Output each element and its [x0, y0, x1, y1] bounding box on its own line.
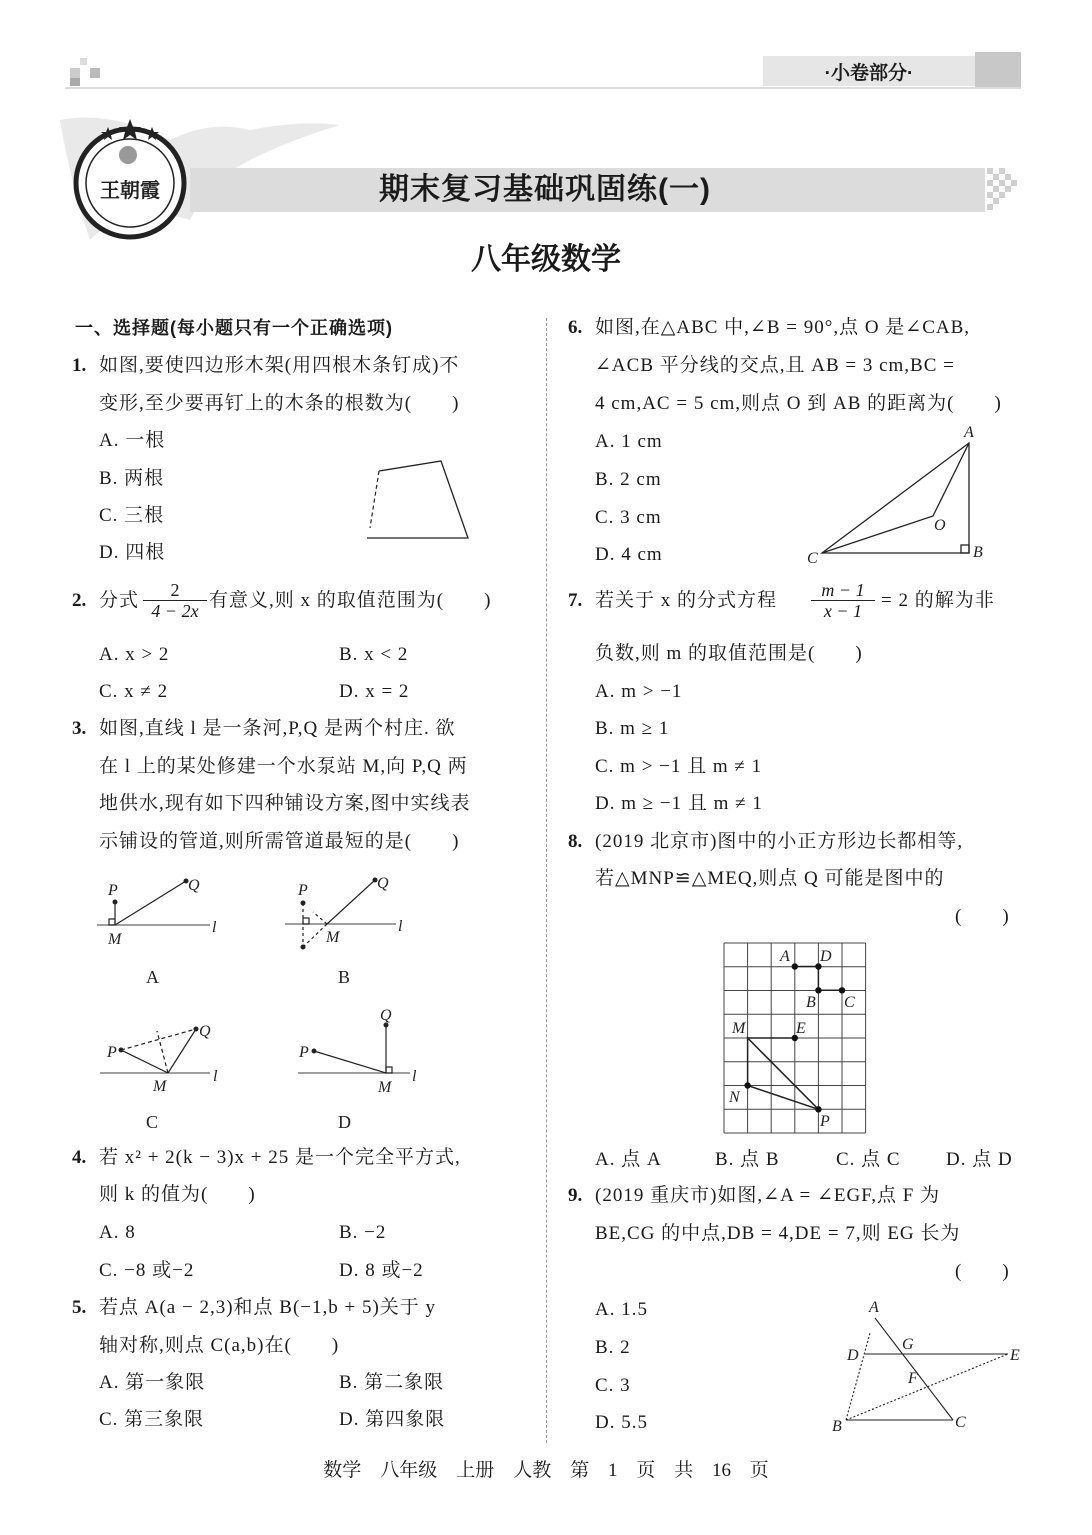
label-l: l	[212, 919, 217, 936]
page-footer: 数学 八年级 上册 人教 第 1 页 共 16 页	[323, 1460, 769, 1481]
numerator: 2	[143, 580, 207, 601]
label-b: B	[806, 994, 816, 1011]
label-q: Q	[199, 1023, 211, 1040]
question-number: 5.	[72, 1297, 87, 1318]
header-rule	[65, 87, 1021, 89]
question-number: 3.	[72, 718, 87, 739]
option-b: B. 点 B	[715, 1149, 780, 1170]
question-text: 如图,直线 l 是一条河,P,Q 是两个村庄. 欲	[99, 718, 456, 739]
label-e: E	[1010, 1347, 1020, 1364]
option-c: C. m > −1 且 m ≠ 1	[595, 756, 763, 777]
label-f: F	[908, 1370, 918, 1387]
pipeline-figures	[80, 860, 430, 1140]
label-a: A	[869, 1299, 879, 1316]
option-a: A. 一根	[99, 430, 166, 451]
triangle-figure	[800, 420, 1000, 570]
option-c: C. 3	[595, 1375, 631, 1396]
option-b: B. 第二象限	[339, 1372, 445, 1393]
logo-text: 王朝霞	[100, 180, 160, 202]
option-b: B. 两根	[99, 468, 165, 489]
question-text: 变形,至少要再钉上的木条的根数为( )	[99, 393, 460, 414]
option-c: C. 3 cm	[595, 507, 662, 528]
label-l: l	[213, 1068, 218, 1085]
label-m: M	[326, 929, 340, 946]
page-title: 期末复习基础巩固练(一)	[379, 173, 711, 206]
label-m: M	[108, 931, 122, 948]
question-text: ∠ACB 平分线的交点,且 AB = 3 cm,BC =	[595, 355, 955, 376]
caption-c: C	[146, 1112, 159, 1132]
option-a: A. 1.5	[595, 1299, 648, 1320]
question-text: 地供水,现有如下四种铺设方案,图中实线表	[99, 793, 471, 814]
label-q: Q	[377, 875, 389, 892]
fraction	[811, 580, 875, 621]
option-a: A. 1 cm	[595, 431, 663, 452]
question-text: 4 cm,AC = 5 cm,则点 O 到 AB 的距离为( )	[595, 393, 1002, 414]
question-text: 分式	[99, 590, 140, 611]
option-c: C. x ≠ 2	[99, 681, 169, 702]
geometry-figure	[820, 1290, 1030, 1440]
option-d: D. x = 2	[339, 681, 410, 702]
page-subtitle: 八年级数学	[471, 243, 621, 276]
label-m: M	[153, 1078, 167, 1095]
checker-pattern	[987, 168, 1023, 212]
option-b: B. 2 cm	[595, 469, 662, 490]
question-text: 有意义,则 x 的取值范围为( )	[209, 590, 492, 611]
question-text: 若 x² + 2(k − 3)x + 25 是一个完全平方式,	[99, 1147, 461, 1168]
label-q: Q	[380, 1007, 392, 1024]
question-text: 如图,要使四边形木架(用四根木条钉成)不	[99, 355, 460, 376]
label-o: O	[934, 517, 946, 534]
question-text: 若关于 x 的分式方程	[595, 590, 778, 611]
label-p: P	[108, 882, 118, 899]
label-b: B	[973, 544, 983, 561]
label-m: M	[732, 1020, 746, 1037]
option-d: D. 4 cm	[595, 544, 663, 565]
question-number: 1.	[72, 355, 87, 376]
option-c: C. 第三象限	[99, 1409, 205, 1430]
label-p: P	[820, 1113, 830, 1130]
question-text: 轴对称,则点 C(a,b)在( )	[99, 1335, 340, 1356]
label-p: P	[107, 1044, 117, 1061]
question-text: 在 l 上的某处修建一个水泵站 M,向 P,Q 两	[99, 756, 468, 777]
denominator: 4 − 2x	[151, 601, 199, 621]
option-b: B. −2	[339, 1222, 387, 1243]
option-d: D. 8 或−2	[339, 1260, 424, 1281]
option-b: B. m ≥ 1	[595, 718, 670, 739]
option-a: A. x > 2	[99, 644, 170, 665]
question-number: 9.	[568, 1185, 583, 1206]
question-number: 6.	[568, 317, 583, 338]
question-number: 4.	[72, 1147, 87, 1168]
caption-a: A	[146, 967, 159, 987]
option-a: A. 8	[99, 1222, 136, 1243]
question-text: (2019 北京市)图中的小正方形边长都相等,	[595, 831, 964, 852]
question-text: 如图,在△ABC 中,∠B = 90°,点 O 是∠CAB,	[595, 317, 971, 338]
column-divider	[546, 318, 547, 1443]
label-e: E	[796, 1020, 806, 1037]
grid-figure	[700, 930, 900, 1150]
label-l: l	[412, 1068, 417, 1085]
question-text: 若点 A(a − 2,3)和点 B(−1,b + 5)关于 y	[99, 1297, 437, 1318]
question-number: 2.	[72, 590, 87, 611]
section-label-tab	[975, 52, 1021, 88]
option-c: C. 三根	[99, 505, 165, 526]
question-text: 负数,则 m 的取值范围是( )	[595, 643, 863, 664]
label-b: B	[832, 1418, 842, 1435]
option-c: C. −8 或−2	[99, 1260, 195, 1281]
label-p: P	[298, 882, 308, 899]
label-d: D	[820, 948, 832, 965]
label-c: C	[844, 994, 855, 1011]
question-number: 8.	[568, 831, 583, 852]
question-number: 7.	[568, 590, 583, 611]
fraction	[143, 580, 207, 621]
label-n: N	[729, 1089, 740, 1106]
label-c: C	[955, 1414, 966, 1431]
question-text: (2019 重庆市)如图,∠A = ∠EGF,点 F 为	[595, 1185, 941, 1206]
label-l: l	[398, 918, 403, 935]
label-c: C	[807, 550, 818, 567]
option-d: D. 5.5	[595, 1412, 648, 1433]
section-heading: 一、选择题(每小题只有一个正确选项)	[75, 318, 393, 338]
label-d: D	[847, 1347, 859, 1364]
question-text: 若△MNP≌△MEQ,则点 Q 可能是图中的	[595, 868, 945, 889]
option-d: D. 四根	[99, 542, 166, 563]
option-a: A. 点 A	[595, 1149, 662, 1170]
caption-d: D	[338, 1112, 351, 1132]
option-a: A. 第一象限	[99, 1372, 206, 1393]
section-label: ·小卷部分·	[824, 63, 914, 84]
label-q: Q	[188, 877, 200, 894]
question-text: 示铺设的管道,则所需管道最短的是( )	[99, 831, 460, 852]
caption-b: B	[338, 967, 351, 987]
option-d: D. 第四象限	[339, 1409, 446, 1430]
denominator: x − 1	[823, 601, 863, 621]
option-b: B. x < 2	[339, 644, 409, 665]
label-a: A	[780, 948, 790, 965]
question-text: BE,CG 的中点,DB = 4,DE = 7,则 EG 长为	[595, 1223, 961, 1244]
answer-blank: ( )	[955, 906, 1010, 927]
option-a: A. m > −1	[595, 681, 683, 702]
question-text: = 2 的解为非	[881, 590, 995, 611]
label-a: A	[964, 424, 974, 441]
option-b: B. 2	[595, 1337, 631, 1358]
quadrilateral-figure	[355, 450, 485, 550]
label-g: G	[902, 1336, 914, 1353]
question-text: 则 k 的值为( )	[99, 1184, 256, 1205]
option-d: D. 点 D	[946, 1149, 1013, 1170]
numerator: m − 1	[811, 580, 875, 601]
label-p: P	[299, 1044, 309, 1061]
publisher-logo	[72, 115, 192, 240]
option-c: C. 点 C	[836, 1149, 901, 1170]
label-m: M	[378, 1079, 392, 1096]
option-d: D. m ≥ −1 且 m ≠ 1	[595, 793, 763, 814]
answer-blank: ( )	[955, 1261, 1010, 1282]
